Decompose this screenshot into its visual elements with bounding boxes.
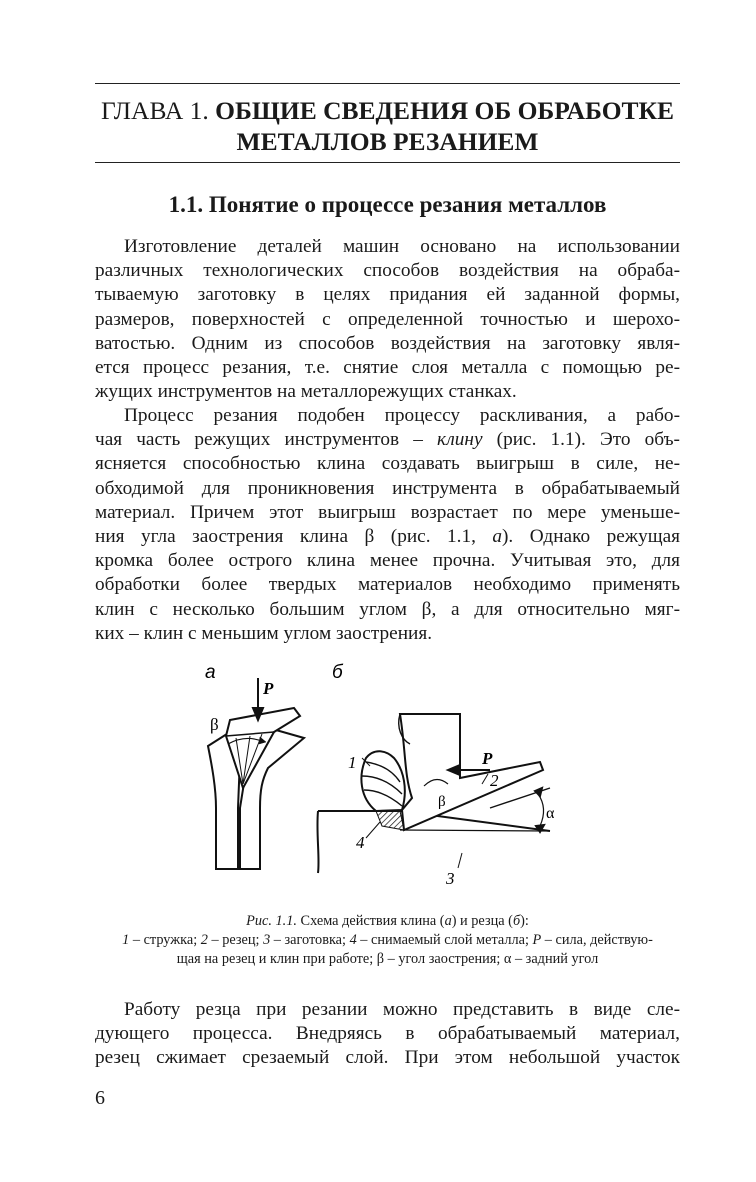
label-3-workpiece: 3	[446, 869, 455, 888]
paragraph-2-line	[95, 525, 680, 549]
beta-label-a: β	[210, 715, 219, 734]
chapter-prefix: ГЛАВА 1.	[100, 96, 216, 125]
text-run: ). Однако режущая	[502, 526, 680, 548]
italic-term: клину	[436, 429, 483, 451]
section-title: 1.1. Понятие о процессе резания металлов	[168, 192, 607, 217]
paragraph-2-line: ясняется способностью клина создавать выигрыш в силе, не-	[95, 453, 680, 475]
paragraph-2-line: Процесс резания подобен процессу раскливания, а рабо-	[124, 405, 680, 426]
paragraph-2-line: материал. Причем этот выигрыш возрастает по мере уменьше-	[95, 501, 680, 523]
top-rule	[95, 83, 680, 84]
paragraph-2	[95, 404, 680, 646]
caption-run: – сила, действую-	[541, 932, 653, 948]
chapter-heading	[95, 95, 680, 157]
caption-ref: Рис. 1.1.	[246, 913, 297, 929]
paragraph-1-line: тываемую заготовку в целях придания ей заданной формы,	[95, 284, 680, 306]
label-2-cutter: 2	[490, 771, 499, 790]
paragraph-1-line: Изготовление деталей машин основано на использовании	[124, 236, 680, 257]
paragraph-2-line: клин с несколько большим углом β, а для относительно мяг-	[95, 598, 680, 620]
text-run: (рис. 1.1). Это объ-	[482, 429, 680, 451]
caption-run: – стружка;	[129, 932, 201, 948]
paragraph-2-line: ких – клин с меньшим углом заострения.	[95, 622, 433, 644]
caption-run: ):	[520, 913, 529, 929]
figure-caption	[95, 912, 680, 969]
caption-italic: б	[512, 913, 521, 929]
caption-run: – резец;	[207, 932, 264, 948]
paragraph-1	[95, 235, 680, 404]
figure-wedge-and-cutter	[190, 658, 570, 898]
text-run: чая часть режущих инструментов –	[95, 429, 437, 451]
paragraph-1-line: жущих инструментов на металлорежущих станках.	[95, 381, 517, 403]
caption-italic: 4	[349, 932, 357, 948]
paragraph-1-line: ется процесс резания, т.е. снятие слоя металла с помощью ре-	[95, 357, 680, 379]
caption-italic: а	[444, 913, 452, 929]
bottom-rule	[95, 162, 680, 163]
wedge-diagram	[208, 678, 304, 869]
caption-italic: P	[532, 932, 542, 948]
page-number: 6	[95, 1087, 105, 1109]
caption-italic: 1	[122, 932, 130, 948]
caption-italic: 2	[200, 932, 208, 948]
cutter-diagram	[317, 714, 550, 873]
alpha-label: α	[546, 805, 555, 822]
caption-run: ) и резца (	[451, 913, 513, 929]
paragraph-2-line: кромка более острого клина менее прочна. Учитывая это, для	[95, 550, 680, 572]
force-label-a: P	[263, 679, 274, 698]
italic-ref: а	[492, 526, 503, 548]
paragraph-1-line: ватостью. Одним из способов воздействия на заготовку явля-	[95, 332, 680, 354]
paragraph-3-line: резец сжимает срезаемый слой. При этом небольшой участок	[95, 1047, 680, 1069]
caption-line: щая на резец и клин при работе; β – угол заострения; α – задний угол	[176, 951, 599, 967]
caption-run: Схема действия клина (	[296, 913, 445, 929]
caption-line	[95, 912, 680, 931]
paragraph-3-line: Работу резца при резании можно представить в виде сле-	[124, 999, 680, 1020]
caption-italic: 3	[263, 932, 271, 948]
chapter-title-line1: ОБЩИЕ СВЕДЕНИЯ ОБ ОБРАБОТКЕ	[215, 96, 675, 125]
paragraph-1-line: различных технологических способов воздействия на обраба-	[95, 260, 680, 282]
paragraph-1-line: размеров, поверхностей с определенной точностью и шерохо-	[95, 308, 680, 330]
beta-label-b: β	[438, 794, 446, 810]
force-label-b: P	[482, 749, 493, 768]
paragraph-2-line	[95, 428, 680, 452]
paragraph-3-line: дующего процесса. Внедряясь в обрабатываемый материал,	[95, 1023, 680, 1045]
paragraph-2-line: обходимой для проникновения инструмента в обрабатываемый	[95, 477, 680, 499]
chapter-title-line2: МЕТАЛЛОВ РЕЗАНИЕМ	[236, 127, 539, 156]
paragraph-2-line: обработки более твердых материалов необходимо применять	[95, 574, 680, 596]
caption-run: – снимаемый слой металла;	[356, 932, 533, 948]
caption-line	[95, 931, 680, 950]
caption-run: – заготовка;	[270, 932, 350, 948]
figure-label-b: б	[332, 662, 343, 683]
label-4-removed-layer: 4	[356, 833, 365, 852]
figure-label-a: а	[205, 662, 216, 683]
label-1-chip: 1	[348, 753, 357, 772]
paragraph-3	[95, 998, 680, 1071]
text-run: ния угла заострения клина β (рис. 1.1,	[95, 526, 493, 548]
